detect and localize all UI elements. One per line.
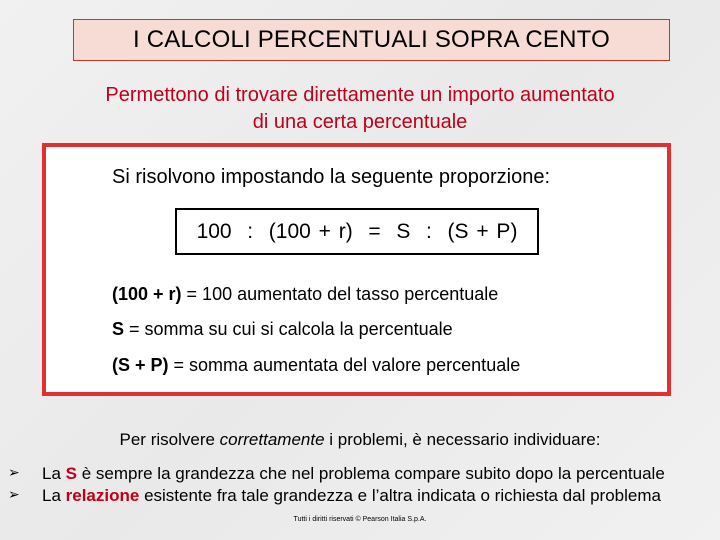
bullet-highlight: S	[65, 464, 77, 483]
bullet-text	[42, 486, 661, 506]
definition-row	[112, 284, 498, 305]
definition-row	[112, 355, 520, 376]
arrow-bullet-icon: ➢	[8, 464, 20, 480]
slide-title-text: I CALCOLI PERCENTUALI SOPRA CENTO	[133, 26, 610, 53]
definition-term: (100 + r)	[112, 284, 182, 304]
formula-box	[175, 208, 539, 255]
definition-term: S	[112, 319, 125, 339]
bullet-after: è sempre la grandezza che nel problema compare subito dopo la percentuale	[76, 464, 665, 483]
definition-text: = somma aumentata del valore percentuale	[168, 355, 521, 375]
bullet-before: La	[42, 486, 66, 505]
bullet-highlight: relazione	[65, 486, 140, 505]
definition-row	[112, 319, 453, 340]
bullet-after: esistente fra tale grandezza e l’altra indicata o richiesta dal problema	[139, 486, 661, 505]
note-before: Per risolvere	[119, 430, 220, 449]
copyright-footer: Tutti i diritti riservati © Pearson Italia S.p.A.	[293, 516, 427, 523]
subtitle	[40, 82, 680, 136]
subtitle-line-2: di una certa percentuale	[252, 111, 468, 133]
definition-text: = somma su cui si calcola la percentuale	[124, 319, 453, 339]
instruction-note	[0, 430, 720, 450]
bullet-text	[42, 464, 665, 484]
arrow-bullet-icon: ➢	[8, 486, 20, 502]
proportion-intro: Si risolvono impostando la seguente proporzione:	[112, 166, 551, 188]
note-after: i problemi, è necessario individuare:	[324, 430, 601, 449]
definition-term: (S + P)	[112, 355, 169, 375]
bullet-before: La	[42, 464, 66, 483]
formula-text: 100 : (100 + r) = S : (S + P)	[196, 219, 518, 243]
note-emphasis: correttamente	[219, 430, 325, 449]
subtitle-line-1: Permettono di trovare direttamente un importo aumentato	[105, 84, 615, 106]
definition-text: = 100 aumentato del tasso percentuale	[181, 284, 499, 304]
slide-title	[73, 19, 670, 61]
